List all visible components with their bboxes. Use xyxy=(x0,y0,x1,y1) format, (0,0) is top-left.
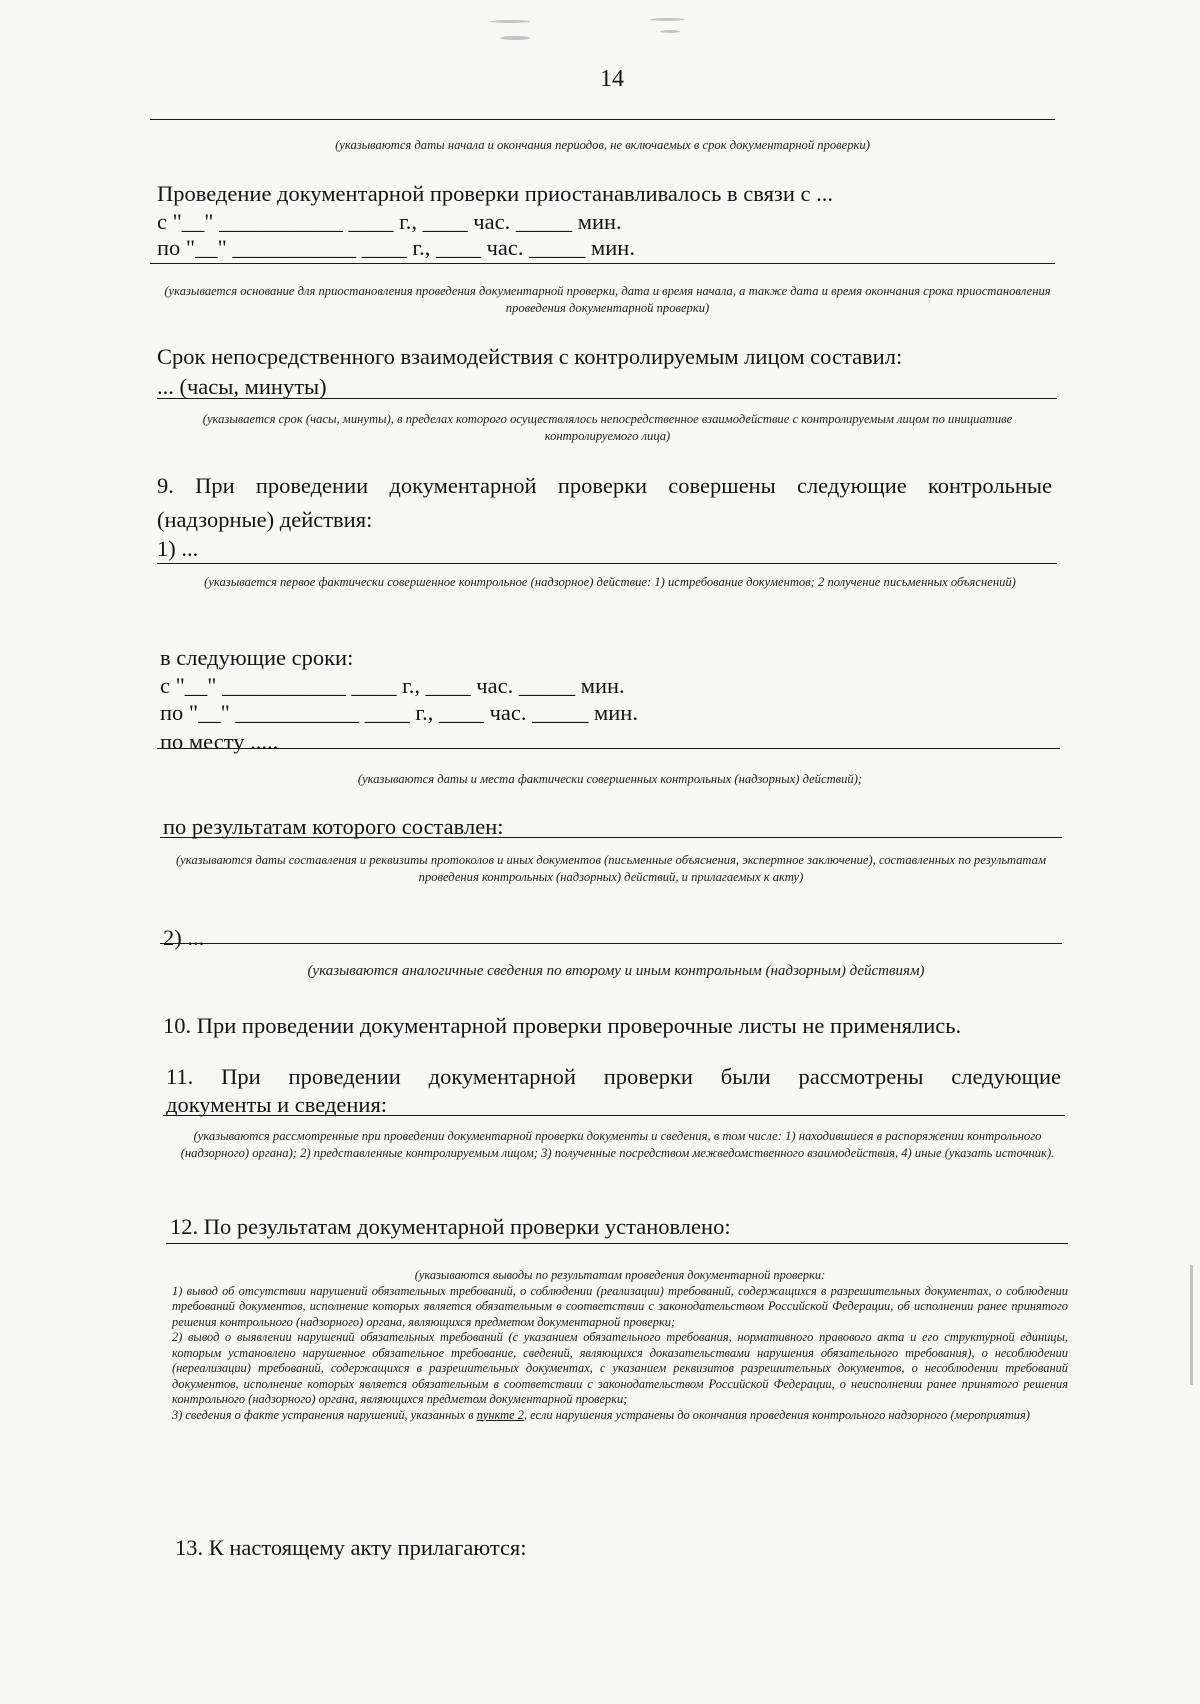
suspension-to-line: по "__" ___________ ____ г., ____ час. _____ мин. xyxy=(157,235,635,260)
section13: 13. К настоящему акту прилагаются: xyxy=(175,1535,527,1560)
terms-heading: в следующие сроки: xyxy=(160,645,354,670)
note-first-action: (указывается первое фактически совершенное контрольное (надзорное) действие: 1) истребование документов; 2 получение письменных объяснений) xyxy=(204,575,1016,589)
divider xyxy=(157,398,1057,399)
note-protocols: (указываются даты составления и реквизиты протоколов и иных документов (письменные объяснения, экспертное заключение), составленных по результатам проведения контрольных (надзорных) действий, и прилагаемых к акту) xyxy=(175,853,1047,884)
scan-noise xyxy=(650,18,685,21)
section11-line2: документы и сведения: xyxy=(166,1092,388,1117)
terms-from-line: с "__" ___________ ____ г., ____ час. _____ мин. xyxy=(160,673,625,698)
note-excluded-periods: (указываются даты начала и окончания периодов, не включаемых в срок документарной проверки) xyxy=(335,138,870,152)
section11-line1: 11. При проведении документарной проверки были рассмотрены следующие xyxy=(166,1064,1061,1089)
findings-item-3: 3) сведения о факте устранения нарушений, указанных в пункте 2, если нарушения устранены до окончания проведения контрольного надзорного (мероприятия) xyxy=(172,1407,1030,1422)
result-heading: по результатам которого составлен: xyxy=(163,814,504,839)
scan-noise xyxy=(500,36,530,40)
scan-noise xyxy=(490,20,530,23)
terms-place: по месту ..... xyxy=(160,729,279,754)
section10: 10. При проведении документарной проверки проверочные листы не применялись. xyxy=(163,1013,962,1038)
scan-noise xyxy=(660,30,680,33)
page-number: 14 xyxy=(600,66,624,92)
interaction-value: ... (часы, минуты) xyxy=(157,374,327,399)
divider xyxy=(150,263,1055,264)
divider xyxy=(160,943,1062,944)
section9-item1: 1) ... xyxy=(157,536,199,561)
divider xyxy=(150,119,1055,120)
divider xyxy=(157,748,1060,749)
note-reviewed-documents: (указываются рассмотренные при проведении документарной проверки документы и сведения, в том числе: 1) находившиеся в распоряжении контрольного (надзорного) органа); 2) представленные контролируемым лицом; 3) полученные посредством межведомственного взаимодействия, 4) иные (указать источник). xyxy=(180,1129,1055,1160)
divider xyxy=(157,563,1057,564)
findings-item-1: 1) вывод об отсутствии нарушений обязательных требований, о соблюдении (реализации) требований, содержащихся в разрешительных документах, о соблюдении требований документов, исполнение которых является обязательным в соответствии с законодательством Российской Федерации, об исполнении ранее принятого решения контрольного (надзорного) органа, являющихся предметом документарной проверки; xyxy=(172,1283,1068,1329)
suspension-from-line: с "__" ___________ ____ г., ____ час. _____ мин. xyxy=(157,209,622,234)
link-paragraph-2[interactable]: пункте 2 xyxy=(476,1407,524,1422)
divider xyxy=(166,1243,1068,1244)
findings-block xyxy=(172,1268,1068,1423)
section12-heading: 12. По результатам документарной проверки установлено: xyxy=(170,1214,731,1239)
section9-line1: 9. При проведении документарной проверки совершены следующие контрольные xyxy=(157,473,1052,498)
scan-edge xyxy=(1190,1265,1193,1385)
section9-item2: 2) ... xyxy=(163,925,205,950)
note-other-actions: (указываются аналогичные сведения по второму и иным контрольным (надзорным) действиям) xyxy=(307,963,925,979)
note-suspension-basis: (указывается основание для приостановления проведения документарной проверки, дата и время начала, а также дата и время окончания срока приостановления проведения документарной проверки) xyxy=(164,284,1051,315)
divider xyxy=(160,837,1062,838)
terms-to-line: по "__" ___________ ____ г., ____ час. _____ мин. xyxy=(160,700,638,725)
section9-line2: (надзорные) действия: xyxy=(157,507,373,532)
note-interaction-term: (указывается срок (часы, минуты), в пределах которого осуществлялось непосредственное взаимодействие с контролируемым лицом по инициативе контролируемого лица) xyxy=(202,412,1013,443)
divider xyxy=(163,1115,1065,1116)
note-action-dates: (указываются даты и места фактически совершенных контрольных (надзорных) действий); xyxy=(357,772,863,786)
suspension-heading: Проведение документарной проверки приостанавливалось в связи с ... xyxy=(157,181,833,206)
interaction-heading: Срок непосредственного взаимодействия с контролируемым лицом составил: xyxy=(157,344,903,369)
findings-item-2: 2) вывод о выявлении нарушений обязательных требований (с указанием обязательного требования, нормативного правового акта и его структурной единицы, которым установлено нарушенное обязательное требование, сведений, являющихся доказательствами нарушения обязательного требования), о несоблюдении (нереализации) требований, содержащихся в разрешительных документах, с указанием реквизитов разрешительных документов, о несоблюдении требований документов, исполнение которых является обязательным в соответствии с законодательством Российской Федерации, о неисполнении ранее принятого решения контрольного (надзорного) органа, являющихся предметом документарной проверки; xyxy=(172,1330,1068,1406)
findings-title: (указываются выводы по результатам проведения документарной проверки: xyxy=(414,1268,826,1282)
